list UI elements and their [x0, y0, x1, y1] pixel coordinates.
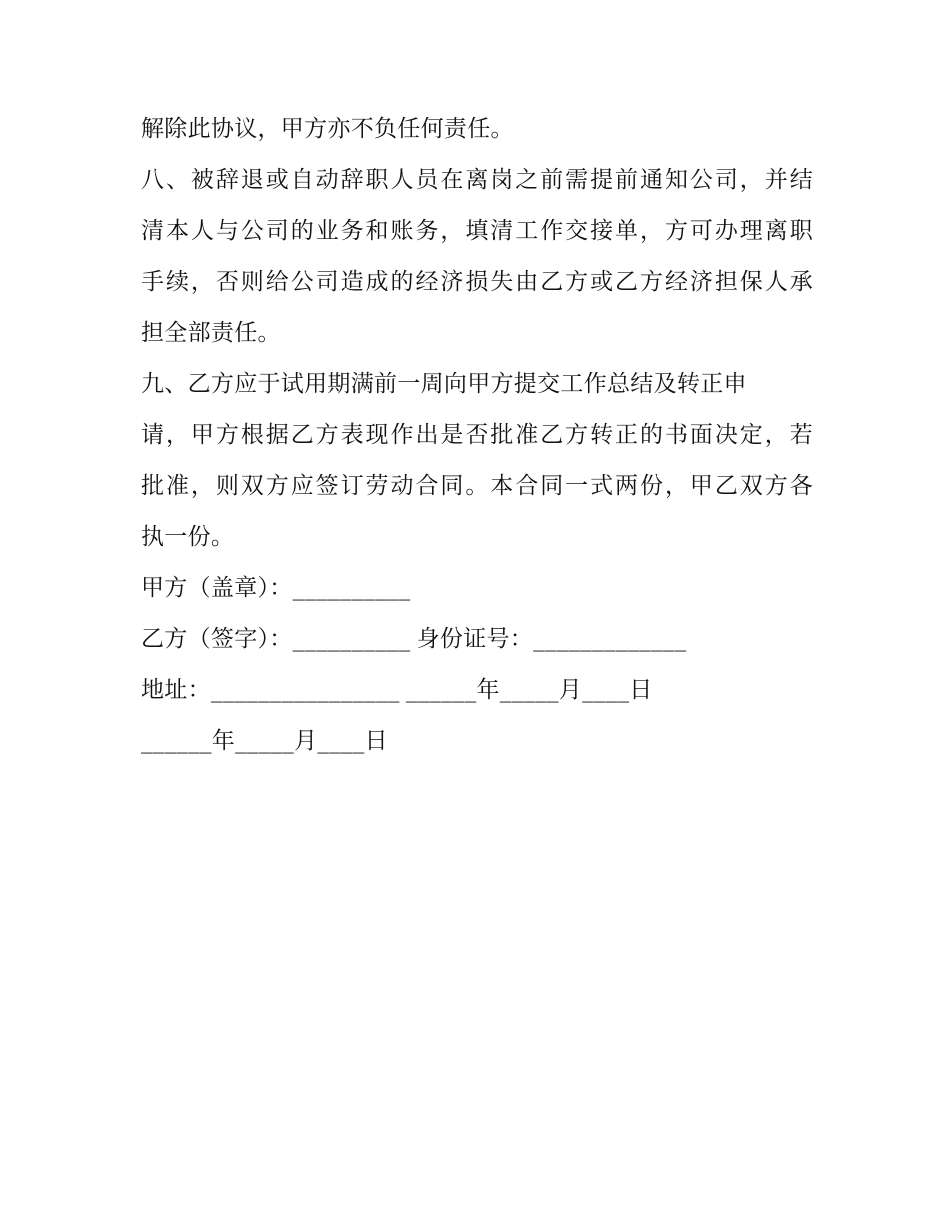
paragraph-line: 手续，否则给公司造成的经济损失由乙方或乙方经济担保人承 [141, 269, 813, 295]
address-label: 地址：________________ [141, 677, 400, 703]
paragraph-line: 批准，则双方应签订劳动合同。本合同一式两份，甲乙双方各 [141, 473, 813, 499]
paragraph-line: 解除此协议，甲方亦不负任何责任。 [141, 116, 514, 142]
paragraph-line: 九、乙方应于试用期满前一周向甲方提交工作总结及转正申 [141, 371, 747, 397]
paragraph-line: 八、被辞退或自动辞职人员在离岗之前需提前通知公司，并结 [141, 167, 813, 193]
id-number-label: 身份证号：_____________ [416, 626, 687, 652]
date-field: ______年_____月____日 [405, 677, 653, 703]
paragraph-line: 执一份。 [141, 524, 235, 550]
date-line [141, 716, 813, 767]
party-b-label: 乙方（签字）：__________ [141, 626, 411, 652]
party-a-signature-line [141, 563, 813, 614]
paragraph-line: 清本人与公司的业务和账务，填清工作交接单，方可办理离职 [141, 218, 813, 244]
date-field: ______年_____月____日 [141, 728, 388, 754]
document-body [141, 104, 813, 767]
party-a-label: 甲方（盖章）：__________ [141, 575, 411, 601]
address-date-line [141, 665, 813, 716]
paragraph-line: 担全部责任。 [141, 320, 281, 346]
party-b-signature-line [141, 614, 813, 665]
paragraph-line: 请，甲方根据乙方表现作出是否批准乙方转正的书面决定，若 [141, 422, 813, 448]
